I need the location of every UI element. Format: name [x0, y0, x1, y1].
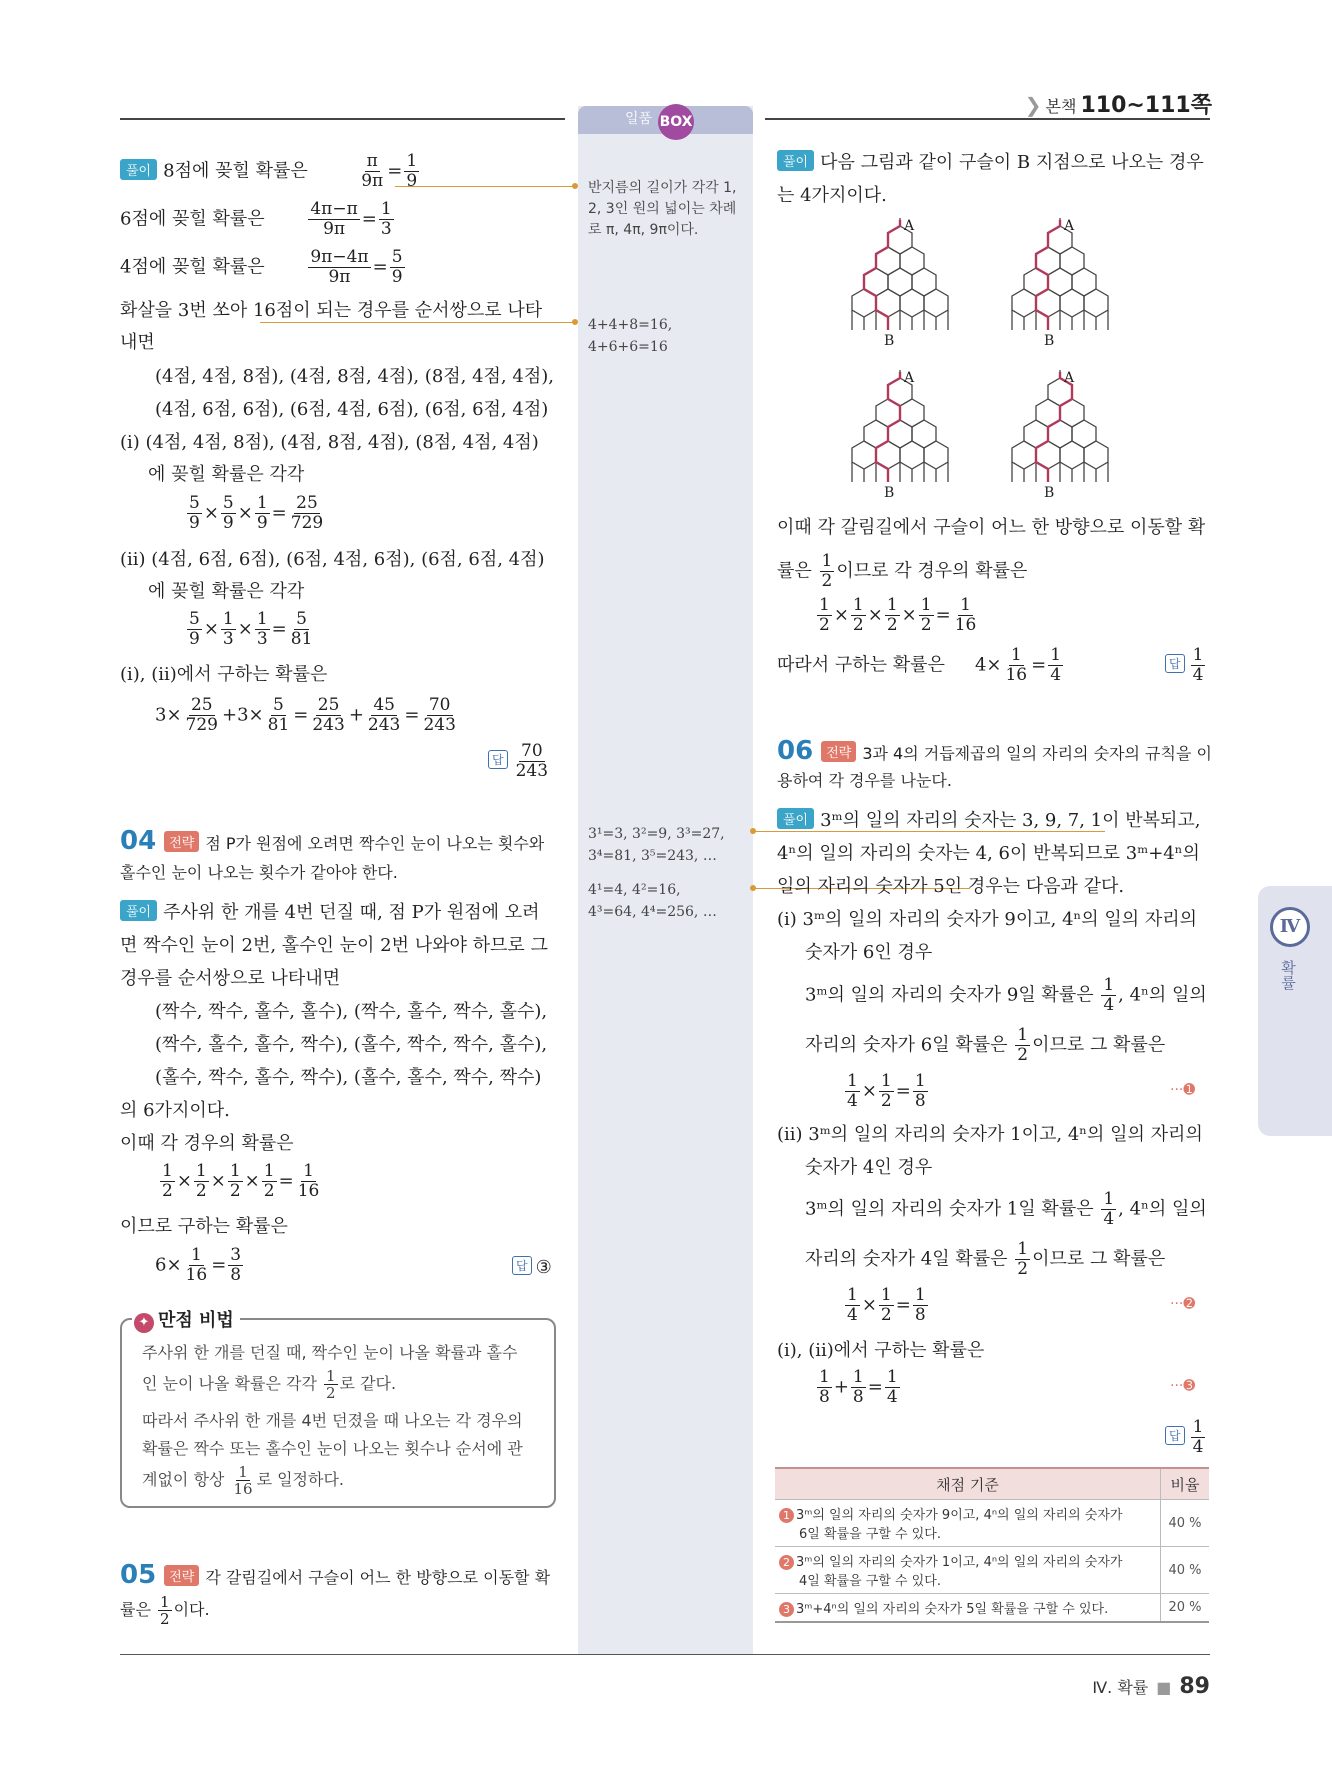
- svg-text:A: A: [904, 218, 915, 234]
- tip-line-5: 계없이 항상 $\frac{1}{16}$ 로 일정하다.: [142, 1463, 345, 1498]
- q04-line-7: 의 6가지이다.: [120, 1100, 230, 1121]
- table-row: 3 3ᵐ+4ⁿ의 일의 자리의 숫자가 5일 확률을 구할 수 있다. 20 %: [775, 1594, 1209, 1623]
- svg-text:B: B: [1044, 333, 1055, 349]
- math-line-7: $\frac{1}{4}$ × $\frac{1}{2}$ = $\frac{1}{8}$: [847, 1071, 926, 1111]
- svg-text:A: A: [1064, 370, 1075, 386]
- header-rule-left: [120, 118, 565, 120]
- q05-heading: 05 전략 각 갈림길에서 구슬이 어느 한 방향으로 이동할 확: [120, 1560, 551, 1590]
- fraction: $\frac{\pi}{9\pi}$: [361, 151, 384, 191]
- sol-line-10: (ⅱ) (4점, 6점, 6점), (6점, 4점, 6점), (6점, 6점, 4점): [120, 549, 545, 570]
- q06-line-3: 일의 자리의 숫자가 5인 경우는 다음과 같다.: [777, 876, 1125, 897]
- chevron-right-icon: ❯: [1024, 93, 1042, 117]
- svg-text:B: B: [884, 485, 895, 501]
- q06-strategy-2: 용하여 각 경우를 나눈다.: [777, 771, 952, 790]
- svg-text:B: B: [884, 333, 895, 349]
- q06-line-2: 4ⁿ의 일의 자리의 숫자는 4, 6이 반복되므로 3ᵐ+4ⁿ의: [777, 843, 1200, 864]
- q04-line-1: 풀이 주사위 한 개를 4번 던질 때, 점 P가 원점에 오려: [120, 898, 540, 924]
- math-line-6: $\frac{1}{2}$ × $\frac{1}{2}$ × $\frac{1}{2}$ × $\frac{1}{2}$ = $\frac{1}{16}$: [819, 595, 977, 635]
- math-line-2: $\frac{5}{9}$ × $\frac{1}{3}$ × $\frac{1}{3}$ = $\frac{5}{81}$: [189, 609, 313, 649]
- tip-title: ✦ 만점 비법: [132, 1306, 240, 1333]
- tip-line-2: 인 눈이 나올 확률은 각각 $\frac{1}{2}$ 로 같다.: [142, 1367, 397, 1402]
- q06-line-8: (ⅱ) 3ᵐ의 일의 자리의 숫자가 1이고, 4ⁿ의 일의 자리의: [777, 1124, 1203, 1145]
- q06-line-9: 숫자가 4인 경우: [805, 1157, 933, 1178]
- table-header-ratio: 비율: [1161, 1468, 1210, 1500]
- box-note-powers-3: 3¹=3, 3²=9, 3³=27, 3⁴=81, 3⁵=243, …: [588, 826, 725, 864]
- step-marker-2: ···➋: [1170, 1296, 1196, 1312]
- table-row: 2 3ᵐ의 일의 자리의 숫자가 1이고, 4ⁿ의 일의 자리의 숫자가 4일 확률을 구할 수 있다. 40 %: [775, 1547, 1209, 1594]
- q06-line-7: 자리의 숫자가 6일 확률은 $\frac{1}{2}$ 이므로 그 확률은: [805, 1025, 1166, 1065]
- sol-line-2: 6점에 꽂힐 확률은 $\frac{4\pi-\pi}{9\pi}$ = $\frac{1}{3}$: [120, 199, 392, 239]
- ref-pages: 110~111쪽: [1080, 93, 1212, 118]
- leader-line-2: [260, 322, 575, 323]
- q04-heading: 04 전략 점 P가 원점에 오려면 짝수인 눈이 나오는 횟수와: [120, 826, 545, 856]
- footer-chapter: Ⅳ. 확률: [1092, 1678, 1149, 1697]
- tip-line-1: 주사위 한 개를 던질 때, 짝수인 눈이 나올 확률과 홀수: [142, 1343, 518, 1362]
- footer-rule: [120, 1654, 1210, 1655]
- leader-dot-1: [572, 183, 578, 189]
- ref-label: 본책: [1045, 97, 1077, 116]
- math-line-8: $\frac{1}{4}$ × $\frac{1}{2}$ = $\frac{1}{8}$: [847, 1285, 926, 1325]
- q06-line-5: 숫자가 6인 경우: [805, 942, 933, 963]
- q04-strategy-2: 홀수인 눈이 나오는 횟수가 같아야 한다.: [120, 863, 398, 882]
- step-marker-3: ···➌: [1170, 1378, 1196, 1394]
- sol-line-9: 에 꽂힐 확률은 각각: [148, 464, 305, 485]
- r-line-3: 이때 각 갈림길에서 구슬이 어느 한 방향으로 이동할 확: [777, 517, 1206, 538]
- sol-line-3: 4점에 꽂힐 확률은 $\frac{9\pi-4\pi}{9\pi}$ = $\frac{5}{9}$: [120, 247, 403, 287]
- table-header-criteria: 채점 기준: [775, 1468, 1161, 1500]
- square-bullet-icon: ■: [1156, 1678, 1172, 1697]
- fraction: $\frac{9\pi-4\pi}{9\pi}$: [310, 247, 369, 287]
- fraction: $\frac{1}{3}$: [380, 199, 392, 239]
- q06-line-6: 3ᵐ의 일의 자리의 숫자가 9일 확률은 $\frac{1}{4}$ , 4ⁿ의 일의: [805, 975, 1207, 1015]
- math-line-3: 3× $\frac{25}{729}$ +3× $\frac{5}{81}$ = $\frac{25}{243}$ + $\frac{45}{243}$ = $\frac{70}{243}$: [155, 695, 456, 735]
- chapter-numeral-icon: Ⅳ: [1270, 907, 1310, 947]
- q06-line-4: (ⅰ) 3ᵐ의 일의 자리의 숫자가 9이고, 4ⁿ의 일의 자리의: [777, 909, 1198, 930]
- sol-line-4: 화살을 3번 쏘아 16점이 되는 경우를 순서쌍으로 나타: [120, 300, 543, 321]
- q06-heading: 06 전략 3과 4의 거듭제곱의 일의 자리의 숫자의 규칙을 이: [777, 736, 1212, 766]
- step-marker-1: ···➊: [1170, 1082, 1196, 1098]
- box-note-powers-4: 4¹=4, 4²=16, 4³=64, 4⁴=256, …: [588, 882, 717, 920]
- q04-line-4: (짝수, 짝수, 홀수, 홀수), (짝수, 홀수, 짝수, 홀수),: [155, 1001, 548, 1022]
- q06-line-1: 풀이 3ᵐ의 일의 자리의 숫자는 3, 9, 7, 1이 반복되고,: [777, 806, 1201, 832]
- q04-line-3: 경우를 순서쌍으로 나타내면: [120, 968, 341, 989]
- table-row: 1 3ᵐ의 일의 자리의 숫자가 9이고, 4ⁿ의 일의 자리의 숫자가 6일 확률을 구할 수 있다. 40 %: [775, 1500, 1209, 1547]
- question-number: 04: [120, 826, 157, 856]
- answer-06: 답 $\frac{1}{4}$: [1165, 1418, 1207, 1457]
- r-line-2: 는 4가지이다.: [777, 185, 887, 206]
- leader-dot-2: [572, 319, 578, 325]
- leader-dot-3: [750, 828, 756, 834]
- q04-line-9: 이므로 구하는 확률은: [120, 1216, 288, 1237]
- answer-04: 답 ③: [512, 1256, 552, 1278]
- pinball-path-figures: [840, 210, 1170, 510]
- sol-line-5: 내면: [120, 332, 155, 353]
- leader-dot-4: [750, 885, 756, 891]
- math-line-5: 6× $\frac{1}{16}$ = $\frac{3}{8}$: [155, 1245, 242, 1285]
- leader-line-1: [395, 186, 575, 187]
- tip-line-4: 확률은 짝수 또는 홀수인 눈이 나오는 횟수나 순서에 관: [142, 1439, 523, 1458]
- q06-line-10: 3ᵐ의 일의 자리의 숫자가 1일 확률은 $\frac{1}{4}$ , 4ⁿ의 일의: [805, 1189, 1207, 1229]
- fraction: $\frac{5}{9}$: [391, 247, 403, 287]
- math-line-1: $\frac{5}{9}$ × $\frac{5}{9}$ × $\frac{1}{9}$ = $\frac{25}{729}$: [189, 493, 324, 533]
- fraction: $\frac{4\pi-\pi}{9\pi}$: [310, 199, 358, 239]
- sol-line-6: (4점, 4점, 8점), (4점, 8점, 4점), (8점, 4점, 4점),: [155, 366, 554, 387]
- sol-line-11: 에 꽂힐 확률은 각각: [148, 581, 305, 602]
- side-box-label: 일품: [625, 111, 653, 127]
- fraction: $\frac{1}{9}$: [406, 151, 418, 191]
- page-footer: [1092, 1674, 1210, 1699]
- q06-line-11: 자리의 숫자가 4일 확률은 $\frac{1}{2}$ 이므로 그 확률은: [805, 1239, 1166, 1279]
- svg-text:A: A: [904, 370, 915, 386]
- q04-line-5: (짝수, 홀수, 홀수, 짝수), (홀수, 짝수, 짝수, 홀수),: [155, 1034, 548, 1055]
- grading-table: [775, 1467, 1209, 1623]
- answer-tag: 답: [488, 750, 508, 769]
- r-line-1: 풀이 다음 그림과 같이 구슬이 B 지점으로 나오는 경우: [777, 148, 1204, 174]
- math-line-9: $\frac{1}{8}$ + $\frac{1}{8}$ = $\frac{1}{4}$: [819, 1367, 898, 1407]
- page-number: 89: [1179, 1674, 1210, 1699]
- page-reference: [1025, 88, 1212, 119]
- svg-text:B: B: [1044, 485, 1055, 501]
- q04-line-8: 이때 각 경우의 확률은: [120, 1133, 294, 1154]
- tip-line-3: 따라서 주사위 한 개를 4번 던졌을 때 나오는 각 경우의: [142, 1411, 523, 1430]
- sol-line-1: 풀이 8점에 꽂힐 확률은 $\frac{\pi}{9\pi}$ = $\frac{1}{9}$: [120, 152, 421, 191]
- sol-line-7: (4점, 6점, 6점), (6점, 4점, 6점), (6점, 6점, 4점): [155, 399, 549, 420]
- answer-05: 답 $\frac{1}{4}$: [1165, 646, 1207, 685]
- math-line-4: $\frac{1}{2}$ × $\frac{1}{2}$ × $\frac{1}{2}$ × $\frac{1}{2}$ = $\frac{1}{16}$: [162, 1161, 320, 1201]
- q04-line-6: (홀수, 짝수, 홀수, 짝수), (홀수, 홀수, 짝수, 짝수): [155, 1067, 542, 1088]
- answer-03: 답 $\frac{70}{243}$: [488, 742, 552, 781]
- sol-line-12: (ⅰ), (ⅱ)에서 구하는 확률은: [120, 664, 328, 685]
- svg-text:A: A: [1064, 218, 1075, 234]
- solution-tag: 풀이: [120, 159, 157, 180]
- q05-strategy-2: 률은 $\frac{1}{2}$ 이다.: [120, 1593, 210, 1628]
- side-box-badge: BOX: [658, 104, 694, 140]
- strategy-tag: 전략: [164, 831, 199, 852]
- chapter-side-label: 확률: [1279, 960, 1297, 990]
- sol-line-8: (ⅰ) (4점, 4점, 8점), (4점, 8점, 4점), (8점, 4점, 4점): [120, 432, 539, 453]
- r-line-5: 따라서 구하는 확률은 4× $\frac{1}{16}$ = $\frac{1}{4}$: [777, 645, 1062, 685]
- box-note-sums: 4+4+8=16, 4+6+6=16: [588, 317, 673, 355]
- r-line-4: 률은 $\frac{1}{2}$ 이므로 각 경우의 확률은: [777, 551, 1028, 591]
- lightbulb-icon: ✦: [134, 1313, 154, 1333]
- box-note-areas: 반지름의 길이가 각각 1, 2, 3인 원의 넓이는 차례 로 π, 4π, 9π이다.: [588, 180, 737, 238]
- q06-line-12: (ⅰ), (ⅱ)에서 구하는 확률은: [777, 1340, 985, 1361]
- q04-line-2: 면 짝수인 눈이 2번, 홀수인 눈이 2번 나와야 하므로 그: [120, 935, 548, 956]
